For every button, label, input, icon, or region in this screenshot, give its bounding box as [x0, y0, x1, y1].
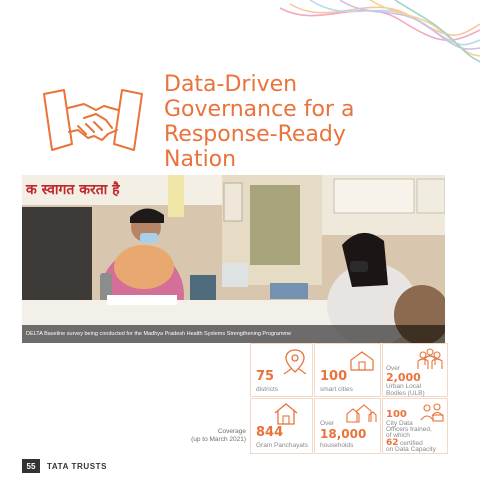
buildings-icon: [348, 348, 376, 372]
stat-gram-panchayats-value: 844: [256, 425, 284, 440]
stat-ulb-label-2: Bodies (ULB): [386, 390, 425, 397]
stat-gram-panchayats-label: Gram Panchayats: [256, 442, 309, 449]
stat-households-prefix: Over: [320, 420, 335, 427]
stat-data-officers-certified-value: 62: [386, 438, 399, 448]
stat-data-officers-label-2: Officers trained,: [386, 426, 432, 433]
stat-districts: [250, 343, 313, 397]
stat-ulb-value: 2,000: [386, 371, 421, 384]
coverage-period: (up to March 2021): [191, 436, 246, 443]
stat-smart-cities-label: smart cities: [320, 386, 353, 393]
officers-icon: [419, 402, 445, 422]
stat-ulb-label-1: Urban Local: [386, 383, 422, 390]
coverage-title: Coverage: [217, 428, 246, 435]
page-headline: [164, 72, 464, 172]
people-group-icon: [415, 347, 445, 373]
stat-data-officers-label-3: of which: [386, 432, 410, 439]
stat-districts-label: districts: [256, 386, 279, 393]
map-pin-icon: [281, 348, 309, 376]
stat-households-value: 18,000: [320, 427, 367, 441]
stat-data-officers-label-4: certified: [400, 440, 423, 447]
photo-caption: DELTA Baseline survey being conducted for the Madhya Pradesh Health Systems Strengthening Programme: [22, 325, 445, 343]
decorative-waves: [280, 0, 480, 70]
headline-line-2: Governance for a: [164, 97, 355, 122]
stat-data-officers-label-1: City Data: [386, 420, 413, 427]
headline-line-1: Data-Driven: [164, 72, 298, 97]
stat-gram-panchayats: [250, 398, 313, 454]
stat-smart-cities-value: 100: [320, 369, 348, 384]
stat-data-officers-value: 100: [386, 409, 407, 420]
house-icon: [273, 402, 299, 426]
headline-line-4: Nation: [164, 147, 237, 172]
stat-ulb: [382, 343, 448, 397]
headline-line-3: Response-Ready: [164, 122, 346, 147]
stat-households: [314, 398, 381, 454]
stat-ulb-prefix: Over: [386, 365, 401, 372]
page-footer: [22, 458, 107, 474]
brand-name: TATA TRUSTS: [47, 461, 108, 471]
page-number: 55: [22, 459, 40, 473]
stat-districts-value: 75: [256, 369, 275, 384]
coverage-note: [170, 428, 246, 444]
stat-data-officers: [382, 398, 448, 454]
survey-photo: [22, 175, 445, 343]
survey-photo-illustration: [22, 175, 445, 343]
stat-smart-cities: [314, 343, 381, 397]
village-icon: [345, 402, 377, 424]
photo-banner-text: क स्वागत करता है: [26, 182, 120, 198]
stat-households-label: households: [320, 442, 354, 449]
stat-data-officers-label-5: on Data Capacity: [386, 446, 436, 453]
handshake-icon: [38, 88, 148, 158]
